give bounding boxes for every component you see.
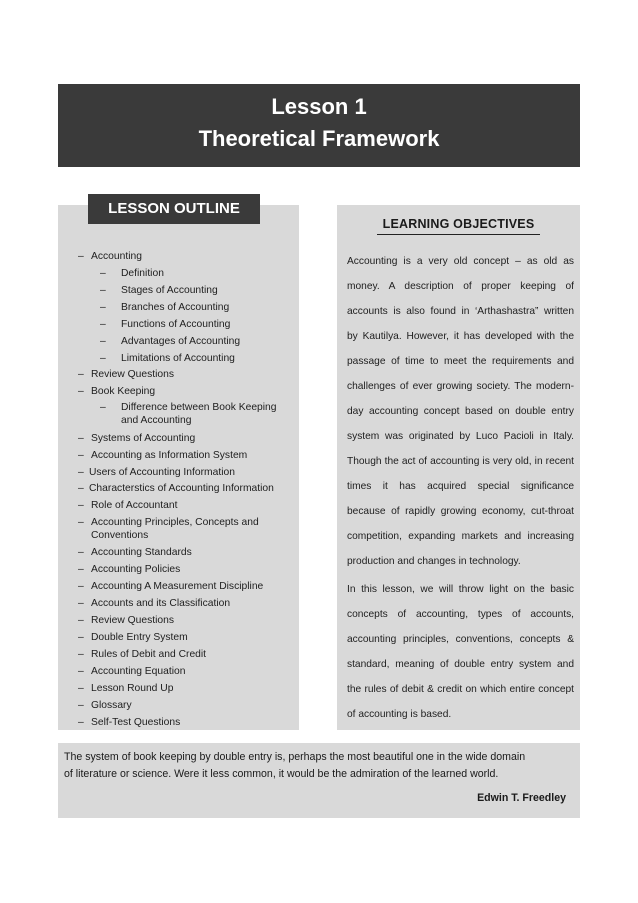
- outline-item-label: Conventions: [91, 530, 149, 541]
- learning-objectives-heading: LEARNING OBJECTIVES: [377, 217, 540, 235]
- outline-item: [58, 368, 299, 381]
- lesson-outline-panel: [58, 205, 299, 730]
- outline-item: [58, 648, 299, 661]
- objectives-line: Though the act of accounting is very old, in recent: [347, 456, 574, 467]
- learning-objectives-panel: [337, 205, 580, 730]
- outline-item-dash: –: [100, 268, 106, 279]
- objectives-line: the rules of debit & credit on which entire concept: [347, 684, 574, 695]
- quote-author: Edwin T. Freedley: [477, 792, 566, 804]
- outline-item-label: Glossary: [91, 700, 132, 711]
- outline-list: [58, 205, 299, 730]
- outline-item: [58, 401, 299, 414]
- outline-item-dash: –: [78, 700, 84, 711]
- outline-item-label: Accounts and its Classification: [91, 598, 231, 609]
- outline-item-label: Characterstics of Accounting Information: [89, 483, 274, 494]
- outline-item-label: Accounting as Information System: [91, 450, 248, 461]
- objectives-line: competition, expanding markets and increasing: [347, 531, 574, 542]
- quote-line: of literature or science. Were it less common, it would be the admiration of the learned world.: [64, 768, 499, 780]
- outline-item-label: Advantages of Accounting: [121, 336, 241, 347]
- objectives-line: In this lesson, we will throw light on the basic: [347, 584, 574, 595]
- outline-item-label: Review Questions: [91, 615, 174, 626]
- outline-item-dash: –: [78, 517, 84, 528]
- outline-item-dash: –: [78, 386, 84, 397]
- outline-item-dash: –: [78, 581, 84, 592]
- outline-item-dash: –: [78, 500, 84, 511]
- outline-item-dash: –: [78, 433, 84, 444]
- objectives-line: accounts is also found in ‘Arthashastra” written: [347, 306, 574, 317]
- outline-item-dash: –: [78, 717, 84, 728]
- outline-item: [58, 580, 299, 593]
- lesson-title: Theoretical Framework: [198, 126, 440, 151]
- outline-item-label: and Accounting: [121, 415, 192, 426]
- outline-item-label: Accounting A Measurement Discipline: [91, 581, 264, 592]
- outline-item: [58, 699, 299, 712]
- outline-item: [58, 482, 299, 495]
- outline-item: [58, 301, 299, 314]
- outline-item-label: Branches of Accounting: [121, 302, 230, 313]
- outline-item-dash: –: [100, 336, 106, 347]
- objectives-line: money. A description of proper keeping of: [347, 281, 574, 292]
- objectives-line: times it has acquired special significance: [347, 481, 574, 492]
- outline-item-dash: –: [78, 467, 84, 478]
- objectives-line: day accounting concept based on double entry: [347, 406, 574, 417]
- outline-item: [58, 449, 299, 462]
- objectives-line: system was originated by Luco Pacioli in Italy.: [347, 431, 574, 442]
- outline-item-dash: –: [78, 649, 84, 660]
- lesson-outline-heading: LESSON OUTLINE: [88, 194, 260, 224]
- outline-item: [58, 546, 299, 559]
- outline-item-dash: –: [100, 402, 106, 413]
- objectives-line: challenges of ever growing society. The modern-: [347, 381, 574, 392]
- outline-item-label: Definition: [121, 268, 164, 279]
- quote-line: The system of book keeping by double entry is, perhaps the most beautiful one in the wide domain: [64, 751, 526, 763]
- outline-item-label: Users of Accounting Information: [89, 467, 235, 478]
- lesson-header: [58, 84, 580, 167]
- outline-item-dash: –: [78, 369, 84, 380]
- lesson-number: Lesson 1: [271, 94, 367, 119]
- outline-item-dash: –: [78, 483, 84, 494]
- outline-item: [58, 499, 299, 512]
- outline-item-dash: –: [78, 450, 84, 461]
- outline-item: [58, 352, 299, 365]
- outline-item-label: Limitations of Accounting: [121, 353, 235, 364]
- outline-item: [58, 385, 299, 398]
- outline-item-dash: –: [78, 615, 84, 626]
- outline-item-dash: –: [78, 547, 84, 558]
- outline-item-label: Self-Test Questions: [91, 717, 181, 728]
- objectives-line: by Kautilya. However, it has developed with the: [347, 331, 574, 342]
- outline-item-label: Systems of Accounting: [91, 433, 196, 444]
- outline-item-label: Accounting: [91, 251, 142, 262]
- outline-item-dash: –: [100, 353, 106, 364]
- outline-item-label: Double Entry System: [91, 632, 188, 643]
- objectives-line: of accounting is based.: [347, 709, 452, 720]
- outline-item: [58, 335, 299, 348]
- outline-item: [58, 516, 299, 529]
- outline-item-dash: –: [100, 285, 106, 296]
- outline-item-label: Book Keeping: [91, 386, 156, 397]
- outline-item: [58, 682, 299, 695]
- outline-item: [58, 284, 299, 297]
- outline-item: [58, 563, 299, 576]
- outline-item: [58, 665, 299, 678]
- outline-item: [58, 267, 299, 280]
- outline-item-dash: –: [78, 683, 84, 694]
- outline-item-dash: –: [78, 598, 84, 609]
- objectives-line: Accounting is a very old concept – as old as: [347, 256, 574, 267]
- outline-item-label: Accounting Equation: [91, 666, 186, 677]
- outline-item: [58, 597, 299, 610]
- outline-item: [58, 631, 299, 644]
- outline-item: [58, 432, 299, 445]
- outline-item-label: Lesson Round Up: [91, 683, 174, 694]
- objectives-line: passage of time to meet the requirements and: [347, 356, 574, 367]
- outline-item: [58, 614, 299, 627]
- outline-item-label: Stages of Accounting: [121, 285, 218, 296]
- objectives-line: accounting principles, conventions, concepts &: [347, 634, 574, 645]
- outline-item-label: Difference between Book Keeping: [121, 402, 277, 413]
- outline-item-label: Accounting Principles, Concepts and: [91, 517, 259, 528]
- outline-item-dash: –: [78, 251, 84, 262]
- outline-item-label: Accounting Standards: [91, 547, 192, 558]
- objectives-line: production and changes in technology.: [347, 556, 521, 567]
- outline-item-dash: –: [100, 319, 106, 330]
- outline-item-dash: –: [78, 632, 84, 643]
- outline-item: [58, 466, 299, 479]
- quote-panel: [58, 743, 580, 818]
- outline-item: [58, 414, 299, 427]
- outline-item-dash: –: [78, 666, 84, 677]
- outline-item-label: Functions of Accounting: [121, 319, 231, 330]
- objectives-line: concepts of accounting, types of accounts,: [347, 609, 574, 620]
- outline-item: [58, 250, 299, 263]
- outline-item-dash: –: [100, 302, 106, 313]
- objectives-line: because of rapidly growing economy, cut-throat: [347, 506, 574, 517]
- outline-item: [58, 318, 299, 331]
- outline-item: [58, 716, 299, 729]
- outline-item-label: Accounting Policies: [91, 564, 181, 575]
- outline-item: [58, 529, 299, 542]
- outline-item-label: Role of Accountant: [91, 500, 178, 511]
- outline-item-dash: –: [78, 564, 84, 575]
- objectives-line: standard, meaning of double entry system and: [347, 659, 574, 670]
- outline-item-label: Review Questions: [91, 369, 174, 380]
- outline-item-label: Rules of Debit and Credit: [91, 649, 207, 660]
